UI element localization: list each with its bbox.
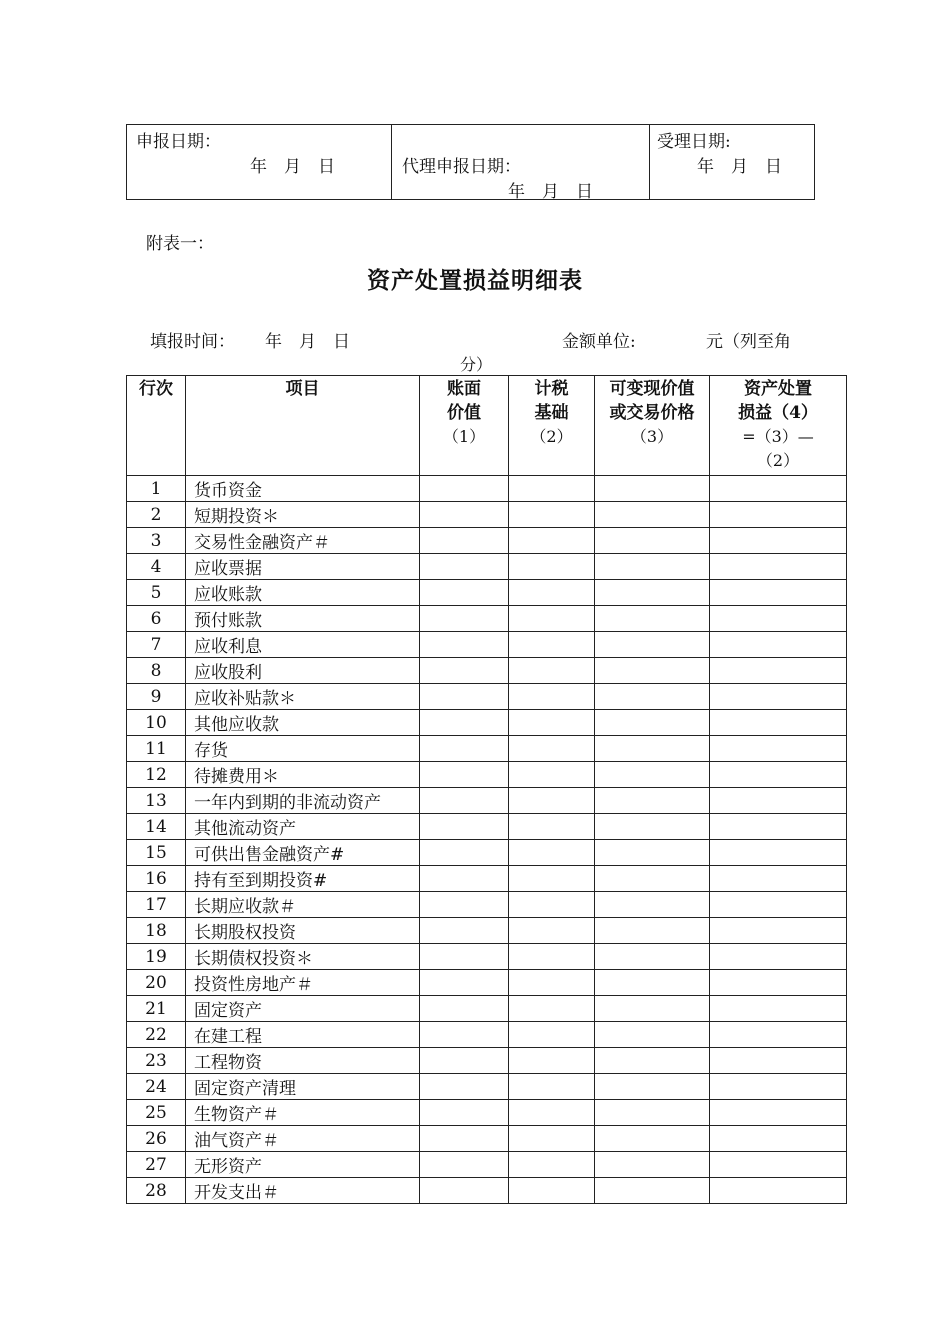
gain-loss-cell[interactable] (710, 632, 847, 658)
row-number: 20 (127, 970, 186, 996)
realizable-value-cell[interactable] (595, 918, 710, 944)
tax-base-cell[interactable] (509, 736, 595, 762)
row-item-name: 长期应收款＃ (186, 892, 420, 918)
tax-base-cell[interactable] (509, 1152, 595, 1178)
realizable-value-cell[interactable] (595, 944, 710, 970)
book-value-cell[interactable] (420, 502, 509, 528)
book-value-cell[interactable] (420, 814, 509, 840)
realizable-value-cell[interactable] (595, 788, 710, 814)
table-row (127, 502, 847, 528)
col-tax-base: 计税 基础 （2） (509, 376, 595, 476)
book-value-cell[interactable] (420, 736, 509, 762)
gain-loss-cell[interactable] (710, 684, 847, 710)
table-row (127, 762, 847, 788)
realizable-value-cell[interactable] (595, 476, 710, 502)
book-value-cell[interactable] (420, 632, 509, 658)
row-item-name: 固定资产清理 (186, 1074, 420, 1100)
divider (391, 125, 392, 199)
row-item-name: 其他流动资产 (186, 814, 420, 840)
row-item-name: 固定资产 (186, 996, 420, 1022)
tax-base-cell[interactable] (509, 918, 595, 944)
gain-loss-cell[interactable] (710, 918, 847, 944)
table-row (127, 684, 847, 710)
table-row (127, 1126, 847, 1152)
gain-loss-cell[interactable] (710, 996, 847, 1022)
row-item-name: 应收票据 (186, 554, 420, 580)
row-number: 7 (127, 632, 186, 658)
tax-base-cell[interactable] (509, 502, 595, 528)
row-number: 23 (127, 1048, 186, 1074)
realizable-value-cell[interactable] (595, 684, 710, 710)
col-book-value: 账面 价值 （1） (420, 376, 509, 476)
row-number: 14 (127, 814, 186, 840)
gain-loss-cell[interactable] (710, 502, 847, 528)
gain-loss-cell[interactable] (710, 528, 847, 554)
table-row (127, 1152, 847, 1178)
realizable-value-cell[interactable] (595, 502, 710, 528)
gain-loss-cell[interactable] (710, 1074, 847, 1100)
realizable-value-cell[interactable] (595, 892, 710, 918)
tax-base-cell[interactable] (509, 1126, 595, 1152)
table-row (127, 1048, 847, 1074)
tax-base-cell[interactable] (509, 710, 595, 736)
book-value-cell[interactable] (420, 1048, 509, 1074)
gain-loss-cell[interactable] (710, 554, 847, 580)
gain-loss-cell[interactable] (710, 970, 847, 996)
row-item-name: 持有至到期投资# (186, 866, 420, 892)
tax-base-cell[interactable] (509, 1100, 595, 1126)
amount-unit-label: 金额单位: (562, 332, 636, 352)
row-number: 10 (127, 710, 186, 736)
row-item-name: 工程物资 (186, 1048, 420, 1074)
book-value-cell[interactable] (420, 1152, 509, 1178)
table-row (127, 606, 847, 632)
row-number: 6 (127, 606, 186, 632)
book-value-cell[interactable] (420, 476, 509, 502)
row-number: 12 (127, 762, 186, 788)
gain-loss-cell[interactable] (710, 840, 847, 866)
row-number: 19 (127, 944, 186, 970)
gain-loss-cell[interactable] (710, 762, 847, 788)
gain-loss-cell[interactable] (710, 580, 847, 606)
row-number: 22 (127, 1022, 186, 1048)
row-item-name: 开发支出＃ (186, 1178, 420, 1204)
row-item-name: 应收补贴款＊ (186, 684, 420, 710)
table-row (127, 658, 847, 684)
tax-base-cell[interactable] (509, 606, 595, 632)
row-number: 26 (127, 1126, 186, 1152)
row-item-name: 长期股权投资 (186, 918, 420, 944)
table-row (127, 970, 847, 996)
book-value-cell[interactable] (420, 1074, 509, 1100)
accept-date-label: 受理日期: (657, 132, 731, 152)
realizable-value-cell[interactable] (595, 866, 710, 892)
book-value-cell[interactable] (420, 944, 509, 970)
realizable-value-cell[interactable] (595, 632, 710, 658)
table-row (127, 1100, 847, 1126)
tax-base-cell[interactable] (509, 762, 595, 788)
row-item-name: 在建工程 (186, 1022, 420, 1048)
tax-base-cell[interactable] (509, 580, 595, 606)
tax-base-cell[interactable] (509, 632, 595, 658)
realizable-value-cell[interactable] (595, 710, 710, 736)
table-row (127, 918, 847, 944)
book-value-cell[interactable] (420, 866, 509, 892)
tax-base-cell[interactable] (509, 1022, 595, 1048)
row-item-name: 应收账款 (186, 580, 420, 606)
gain-loss-cell[interactable] (710, 658, 847, 684)
tax-base-cell[interactable] (509, 1178, 595, 1204)
book-value-cell[interactable] (420, 996, 509, 1022)
row-item-name: 其他应收款 (186, 710, 420, 736)
row-item-name: 短期投资＊ (186, 502, 420, 528)
gain-loss-cell[interactable] (710, 788, 847, 814)
table-row (127, 866, 847, 892)
row-item-name: 生物资产＃ (186, 1100, 420, 1126)
gain-loss-cell[interactable] (710, 892, 847, 918)
gain-loss-cell[interactable] (710, 866, 847, 892)
table-row (127, 710, 847, 736)
tax-base-cell[interactable] (509, 1074, 595, 1100)
realizable-value-cell[interactable] (595, 580, 710, 606)
tax-base-cell[interactable] (509, 866, 595, 892)
book-value-cell[interactable] (420, 1126, 509, 1152)
row-number: 18 (127, 918, 186, 944)
row-number: 4 (127, 554, 186, 580)
book-value-cell[interactable] (420, 762, 509, 788)
row-item-name: 存货 (186, 736, 420, 762)
row-item-name: 交易性金融资产＃ (186, 528, 420, 554)
amount-unit-value: 元（列至角 (706, 332, 791, 352)
agent-date-ymd: 年 月 日 (508, 182, 593, 202)
attachment-label: 附表一： (146, 234, 214, 254)
col-row-no: 行次 (127, 376, 186, 476)
book-value-cell[interactable] (420, 606, 509, 632)
book-value-cell[interactable] (420, 970, 509, 996)
row-item-name: 货币资金 (186, 476, 420, 502)
page-title: 资产处置损益明细表 (367, 267, 583, 294)
table-row (127, 788, 847, 814)
realizable-value-cell[interactable] (595, 736, 710, 762)
realizable-value-cell[interactable] (595, 1126, 710, 1152)
tax-base-cell[interactable] (509, 684, 595, 710)
book-value-cell[interactable] (420, 1178, 509, 1204)
table-row (127, 944, 847, 970)
realizable-value-cell[interactable] (595, 528, 710, 554)
fill-time-label: 填报时间： (150, 332, 235, 352)
row-number: 24 (127, 1074, 186, 1100)
row-number: 21 (127, 996, 186, 1022)
tax-base-cell[interactable] (509, 788, 595, 814)
tax-base-cell[interactable] (509, 892, 595, 918)
gain-loss-cell[interactable] (710, 476, 847, 502)
table-row (127, 476, 847, 502)
realizable-value-cell[interactable] (595, 554, 710, 580)
row-item-name: 油气资产＃ (186, 1126, 420, 1152)
gain-loss-cell[interactable] (710, 1100, 847, 1126)
book-value-cell[interactable] (420, 1022, 509, 1048)
realizable-value-cell[interactable] (595, 1022, 710, 1048)
tax-base-cell[interactable] (509, 476, 595, 502)
book-value-cell[interactable] (420, 528, 509, 554)
row-item-name: 长期债权投资＊ (186, 944, 420, 970)
table-row (127, 632, 847, 658)
tax-base-cell[interactable] (509, 840, 595, 866)
apply-date-ymd: 年 月 日 (250, 157, 335, 177)
row-number: 28 (127, 1178, 186, 1204)
book-value-cell[interactable] (420, 840, 509, 866)
table-row (127, 528, 847, 554)
gain-loss-cell[interactable] (710, 606, 847, 632)
row-item-name: 一年内到期的非流动资产 (186, 788, 420, 814)
row-item-name: 待摊费用＊ (186, 762, 420, 788)
agent-date-label: 代理申报日期： (402, 157, 521, 177)
book-value-cell[interactable] (420, 658, 509, 684)
row-item-name: 应收股利 (186, 658, 420, 684)
row-number: 17 (127, 892, 186, 918)
realizable-value-cell[interactable] (595, 1048, 710, 1074)
book-value-cell[interactable] (420, 892, 509, 918)
accept-date-ymd: 年 月 日 (697, 157, 782, 177)
amount-unit-cont: 分） (460, 355, 493, 374)
gain-loss-cell[interactable] (710, 1022, 847, 1048)
table-row (127, 736, 847, 762)
realizable-value-cell[interactable] (595, 1152, 710, 1178)
table-row (127, 580, 847, 606)
book-value-cell[interactable] (420, 1100, 509, 1126)
realizable-value-cell[interactable] (595, 658, 710, 684)
table-row (127, 1022, 847, 1048)
table-row (127, 996, 847, 1022)
row-number: 27 (127, 1152, 186, 1178)
book-value-cell[interactable] (420, 580, 509, 606)
book-value-cell[interactable] (420, 918, 509, 944)
table-row (127, 814, 847, 840)
realizable-value-cell[interactable] (595, 606, 710, 632)
tax-base-cell[interactable] (509, 970, 595, 996)
col-realizable-value: 可变现价值 或交易价格 （3） (595, 376, 710, 476)
tax-base-cell[interactable] (509, 814, 595, 840)
realizable-value-cell[interactable] (595, 840, 710, 866)
row-number: 8 (127, 658, 186, 684)
gain-loss-cell[interactable] (710, 944, 847, 970)
fill-time-ymd: 年 月 日 (265, 332, 350, 352)
book-value-cell[interactable] (420, 554, 509, 580)
row-number: 13 (127, 788, 186, 814)
realizable-value-cell[interactable] (595, 814, 710, 840)
row-item-name: 预付账款 (186, 606, 420, 632)
row-number: 3 (127, 528, 186, 554)
tax-base-cell[interactable] (509, 658, 595, 684)
row-item-name: 应收利息 (186, 632, 420, 658)
row-number: 25 (127, 1100, 186, 1126)
row-number: 2 (127, 502, 186, 528)
col-disposal-gain-loss: 资产处置 损益（4） =（3）— （2） (710, 376, 847, 476)
table-row (127, 840, 847, 866)
realizable-value-cell[interactable] (595, 970, 710, 996)
book-value-cell[interactable] (420, 710, 509, 736)
row-number: 5 (127, 580, 186, 606)
row-number: 1 (127, 476, 186, 502)
gain-loss-cell[interactable] (710, 814, 847, 840)
divider (649, 125, 650, 199)
table-row (127, 554, 847, 580)
table-row (127, 1178, 847, 1204)
row-number: 9 (127, 684, 186, 710)
row-item-name: 可供出售金融资产# (186, 840, 420, 866)
tax-base-cell[interactable] (509, 996, 595, 1022)
gain-loss-cell[interactable] (710, 1126, 847, 1152)
row-number: 16 (127, 866, 186, 892)
tax-base-cell[interactable] (509, 944, 595, 970)
realizable-value-cell[interactable] (595, 1178, 710, 1204)
tax-base-cell[interactable] (509, 1048, 595, 1074)
row-number: 15 (127, 840, 186, 866)
realizable-value-cell[interactable] (595, 1074, 710, 1100)
asset-disposal-table (126, 375, 847, 1204)
table-row (127, 1074, 847, 1100)
gain-loss-cell[interactable] (710, 736, 847, 762)
col-item: 项目 (186, 376, 420, 476)
realizable-value-cell[interactable] (595, 762, 710, 788)
gain-loss-cell[interactable] (710, 710, 847, 736)
tax-base-cell[interactable] (509, 528, 595, 554)
row-item-name: 投资性房地产＃ (186, 970, 420, 996)
row-item-name: 无形资产 (186, 1152, 420, 1178)
realizable-value-cell[interactable] (595, 996, 710, 1022)
gain-loss-cell[interactable] (710, 1178, 847, 1204)
tax-base-cell[interactable] (509, 554, 595, 580)
table-row (127, 892, 847, 918)
apply-date-label: 申报日期： (136, 132, 221, 152)
gain-loss-cell[interactable] (710, 1048, 847, 1074)
gain-loss-cell[interactable] (710, 1152, 847, 1178)
row-number: 11 (127, 736, 186, 762)
book-value-cell[interactable] (420, 684, 509, 710)
realizable-value-cell[interactable] (595, 1100, 710, 1126)
book-value-cell[interactable] (420, 788, 509, 814)
